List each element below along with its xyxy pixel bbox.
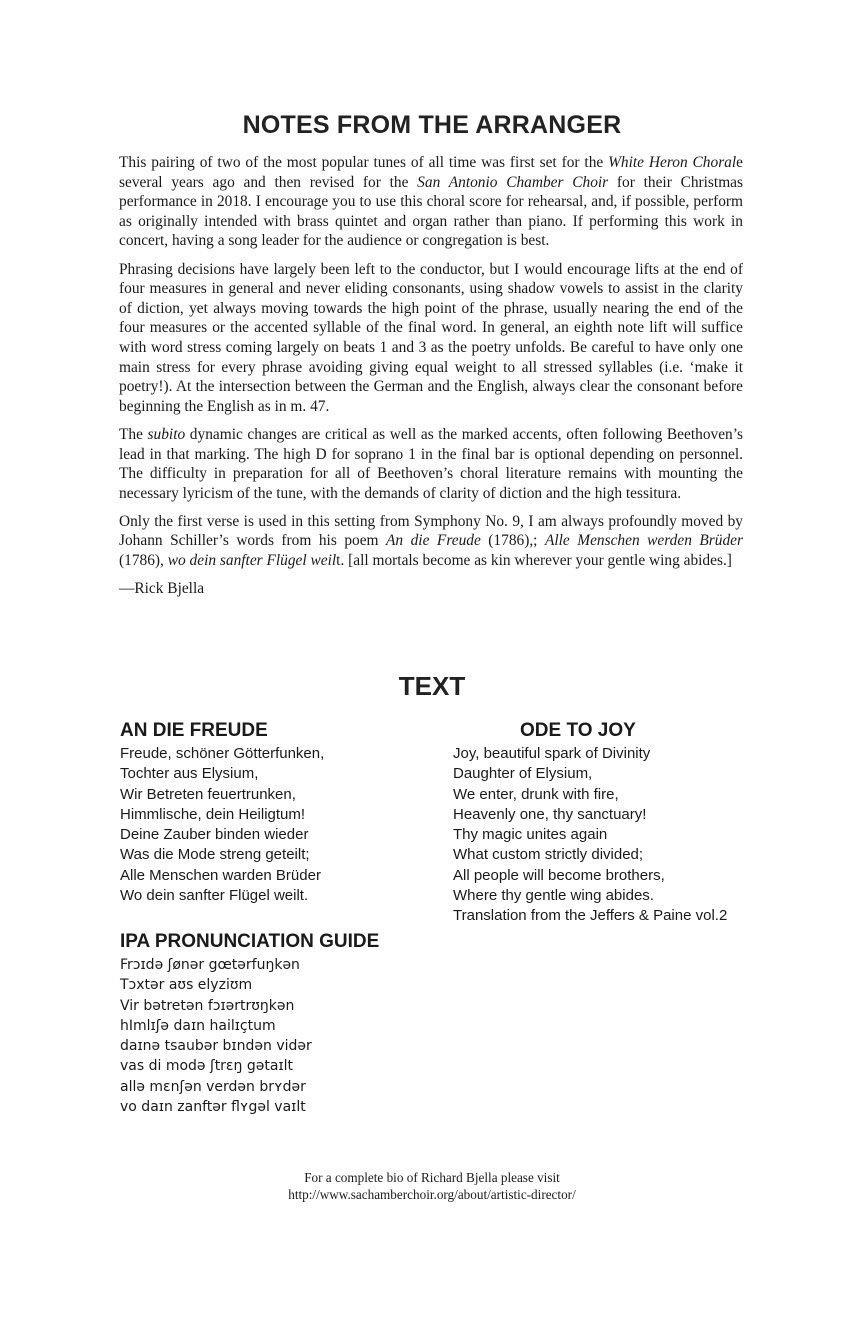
english-line: Thy magic unites again (453, 826, 608, 844)
ipa-line: allə mɛnʃən verdən brʏdər (120, 1078, 306, 1095)
ipa-line: Frɔɪdə ʃønər gœtərfuŋkən (120, 957, 300, 973)
notes-text: The (119, 425, 148, 443)
notes-text: This pairing of two of the most popular tunes of all time was first set for the (119, 154, 609, 171)
notes-paragraph-1 (119, 153, 743, 251)
german-line: Tochter aus Elysium, (120, 765, 259, 783)
ipa-guide-column (120, 930, 379, 1117)
english-line: We enter, drunk with fire, (453, 785, 619, 803)
text-heading: TEXT (398, 671, 466, 701)
english-line: All people will become brothers, (453, 866, 665, 884)
choir-name-italic: San Antonio Chamber Choir (417, 173, 609, 191)
notes-text: (1786),; (480, 532, 545, 550)
english-text-column (453, 719, 727, 927)
german-line: Wo dein sanfter Flügel weilt. (120, 887, 309, 905)
german-line: Deine Zauber binden wieder (120, 826, 309, 844)
notes-text: Only the first verse is used in this setting from Symphony No. 9, I am always profoundly moved by Johann Schiller’s words from his poem (119, 512, 743, 550)
english-line: Joy, beautiful spark of Divinity (453, 745, 651, 762)
ipa-heading: IPA PRONUNCIATION GUIDE (120, 931, 380, 952)
german-line: Wir Betreten feuertrunken, (120, 785, 296, 803)
arranger-notes (119, 153, 743, 607)
poem-title-italic: An die Freude (386, 532, 481, 550)
english-heading: ODE TO JOY (520, 720, 636, 741)
translation-credit: Translation from the Jeffers & Paine vol.2 (453, 907, 728, 925)
footer-bio-line: For a complete bio of Richard Bjella please visit (304, 1170, 560, 1185)
ipa-line: vas di modə ʃtrɛŋ gətaɪlt (120, 1058, 293, 1075)
choir-name-italic: White Heron Choral (608, 154, 737, 171)
notes-text: t. [all mortals become as kin wherever your gentle wing abides.] (336, 552, 732, 570)
notes-text: e several years ago and then revised for the (119, 154, 743, 191)
german-line: Was die Mode streng geteilt; (120, 846, 310, 864)
german-text-column (120, 719, 324, 906)
ipa-line: hImlɪʃə daɪn hailɪçtum (120, 1017, 276, 1034)
notes-paragraph-2: Phrasing decisions have largely been left to the conductor, but I would encourage lifts at the end of four measures in general and never eliding consonants, using shadow vowels to assist in the clarity of diction, yet always moving towards the high point of the phrase, usually nearing the end of the four measures or the accented syllable of the final word. In general, an eighth note lift will suffice with word stress coming largely on beats 1 and 3 as the poetry unfolds. Be careful to have only one main stress for every phrase avoiding giving equal weight to all stressed syllables (i.e. ‘make it poetry!). At the intersection between the German and the English, always clear the consonant before beginning the English as in m. 47. (119, 260, 743, 415)
ipa-line: Vir bətretən fɔɪərtrʊŋkən (120, 997, 295, 1014)
notes-text: dynamic changes are critical as well as the marked accents, often following Beethoven’s lead in that marking. The high D for soprano 1 in the final bar is optional depending on personnel. The difficulty in preparation for all of Beethoven’s choral literature remains with mounting the necessary lyricism of the tune, with the demands of clarity of diction and the high tessitura. (119, 425, 743, 502)
footer (0, 1169, 864, 1203)
german-line: Alle Menschen warden Brüder (120, 866, 321, 884)
german-line: Freude, schöner Götterfunken, (120, 745, 325, 762)
footer-url[interactable]: http://www.sachamberchoir.org/about/artistic-director/ (288, 1187, 576, 1202)
english-line: What custom strictly divided; (453, 846, 644, 864)
english-line: Where thy gentle wing abides. (453, 887, 654, 905)
ipa-line: vo daɪn zanftər flʏgəl vaɪlt (120, 1099, 306, 1116)
signature: —Rick Bjella (119, 580, 205, 598)
notes-text: for their Christmas performance in 2018. I encourage you to use this choral score for rehearsal, and, if possible, perform as originally intended with brass quintet and organ rather than piano. If performing this work in concert, having a song leader for the audience or congregation is best. (119, 173, 743, 250)
notes-paragraph-4 (119, 512, 743, 571)
ipa-line: daɪnə tsaubər bɪndən vidər (120, 1038, 312, 1055)
german-line: Himmlische, dein Heiligtum! (120, 805, 306, 823)
poem-line-italic: Alle Menschen werden Brüder (544, 532, 743, 550)
page-title: NOTES FROM THE ARRANGER (242, 111, 622, 139)
poem-line-italic: wo dein sanfter Flügel weil (167, 552, 337, 570)
term-italic: subito (147, 425, 186, 443)
english-line: Daughter of Elysium, (453, 765, 593, 783)
notes-paragraph-3 (119, 425, 743, 503)
english-line: Heavenly one, thy sanctuary! (453, 805, 647, 823)
notes-text: (1786), (119, 552, 168, 570)
ipa-line: Tɔxtər aʊs elyziʊm (120, 977, 253, 994)
german-heading: AN DIE FREUDE (120, 720, 268, 741)
